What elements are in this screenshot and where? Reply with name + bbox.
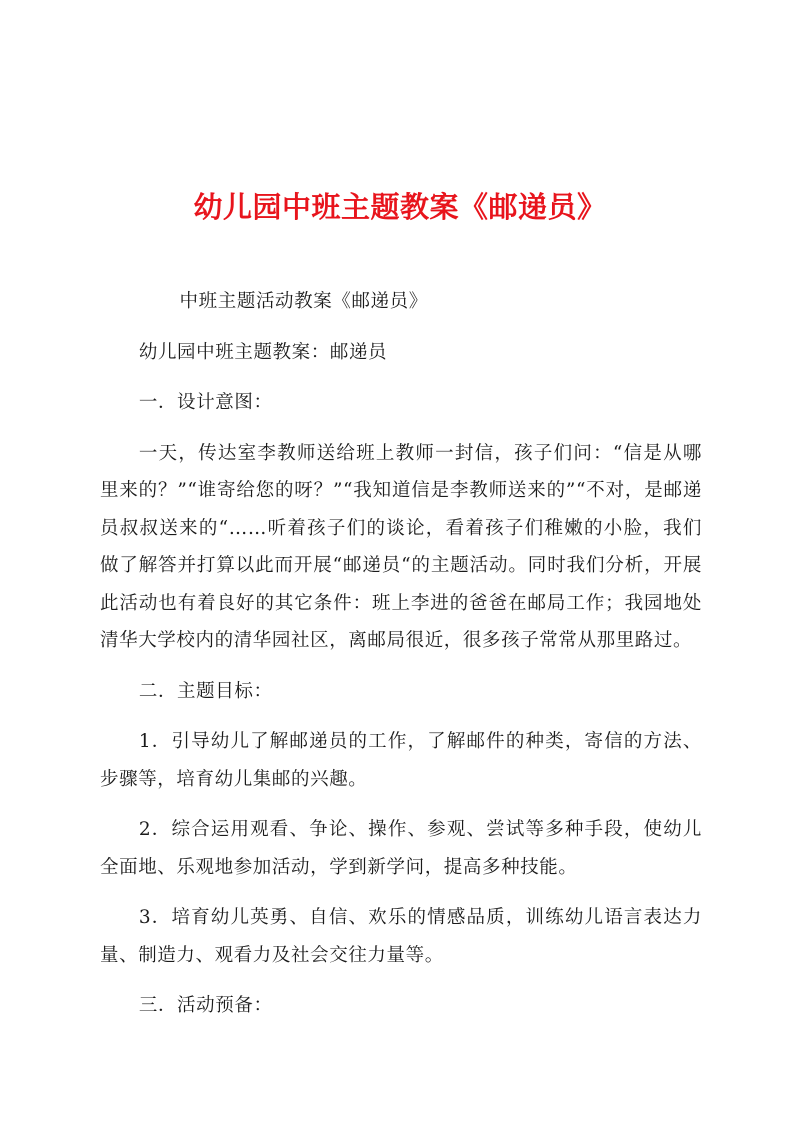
- section-heading-theme-goals: 二．主题目标：: [138, 680, 273, 702]
- document-title: 幼儿园中班主题教案《邮递员》: [193, 190, 607, 225]
- section-heading-design-intent: 一．设计意图：: [138, 392, 273, 413]
- list-item: 1．引导幼儿了解邮递员的工作，了解邮件的种类，寄信的方法、步骤等，培育幼儿集邮的兴趣。: [100, 731, 702, 790]
- paragraph: 一天，传达室李教师送给班上教师一封信，孩子们问：“信是从哪里来的？”“谁寄给您的呀？”“我知道信是李教师送来的”“不对，是邮递员叔叔送来的“……听着孩子们的谈论，看着孩子们稚嫩的小脸，我们做了解答并打算以此而开展“邮递员“的主题活动。同时我们分析，开展此活动也有着良好的其它条件：班上李进的爸爸在邮局工作；我园地处清华大学校内的清华园社区，离邮局很近，很多孩子常常从那里路过。: [100, 442, 702, 651]
- document-subtitle: 中班主题活动教案《邮递员》: [179, 291, 428, 312]
- section-heading-activity-preparation: 三．活动预备：: [138, 995, 273, 1016]
- document-body: [100, 283, 702, 1038]
- list-item: 3．培育幼儿英勇、自信、欢乐的情感品质，训练幼儿语言表达力量、制造力、观看力及社会交往力量等。: [100, 907, 702, 966]
- list-item: 2．综合运用观看、争论、操作、参观、尝试等多种手段，使幼儿全面地、乐观地参加活动，学到新学问，提高多种技能。: [100, 819, 702, 878]
- paragraph: 幼儿园中班主题教案：邮递员: [138, 341, 388, 363]
